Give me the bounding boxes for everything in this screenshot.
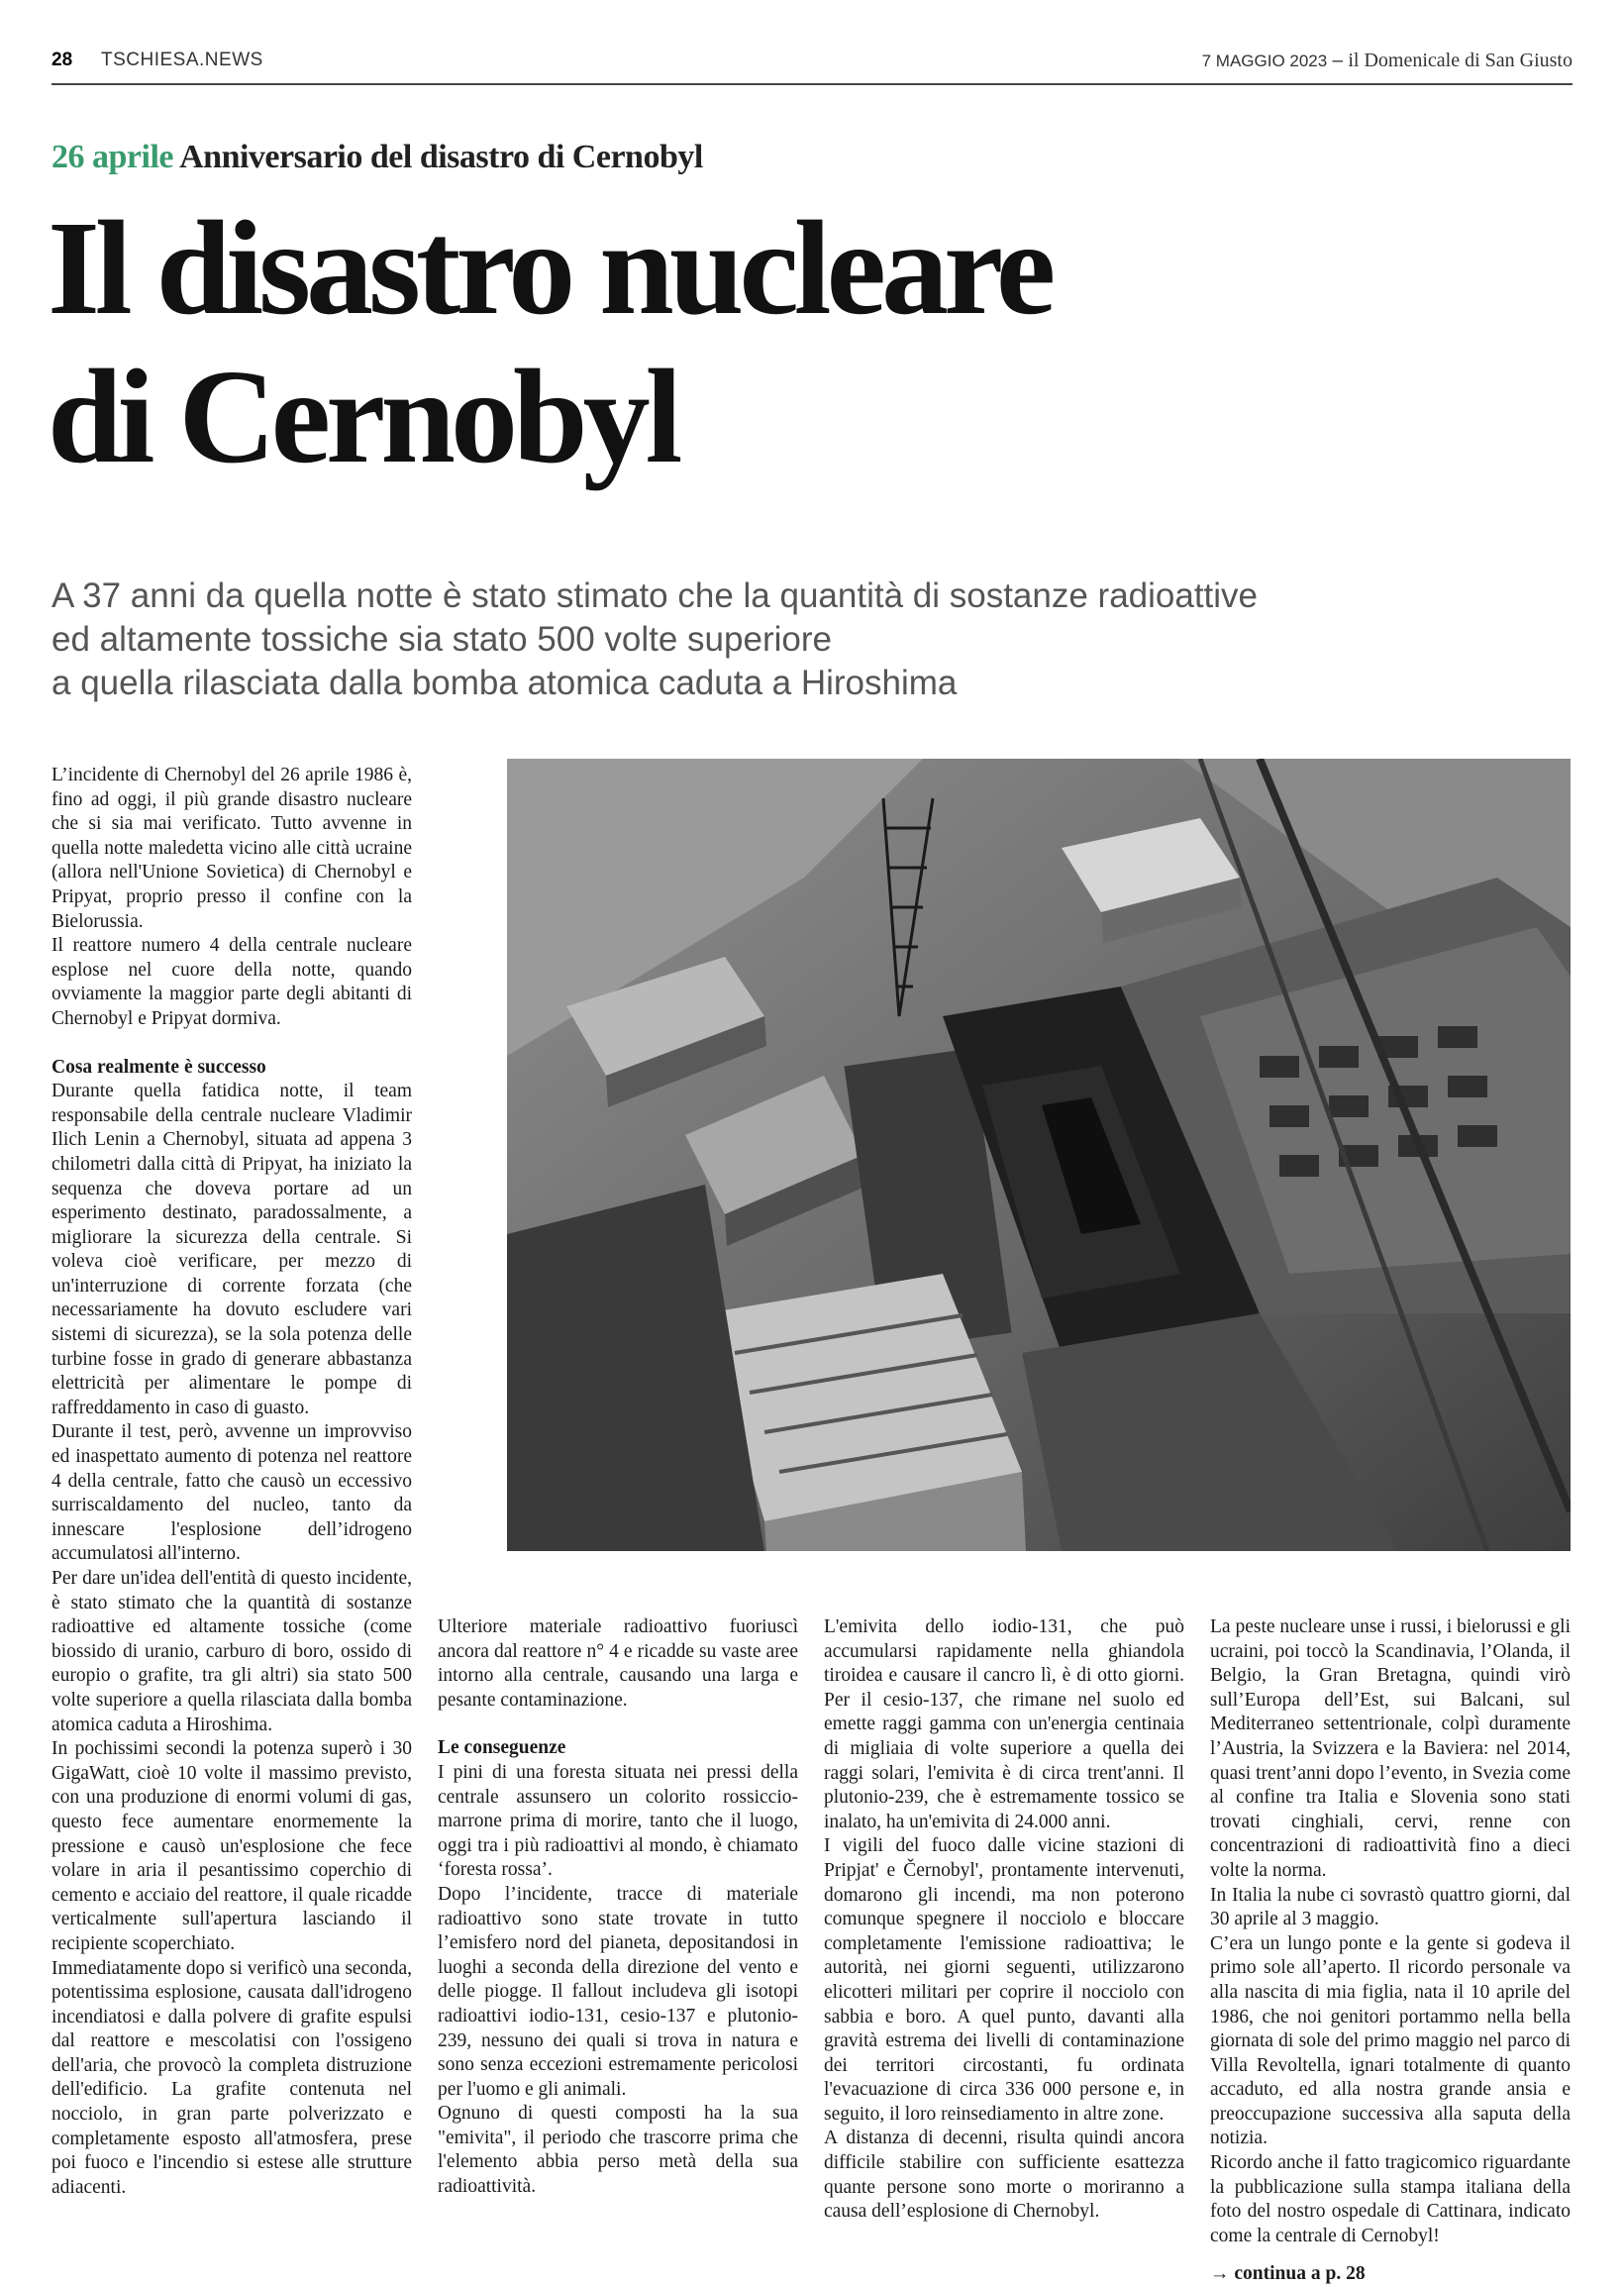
deck-line-1: A 37 anni da quella notte è stato stimato che la quantità di sostanze radioattive [51,576,1259,615]
paragraph: I vigili del fuoco dalle vicine stazioni di Pripjat' e Černobyl', prontamente intervenuti, domarono gli incendi, ma non poterono comunque spegnere il nocciolo e bloccare completamente l'emissione radioattiva; le autorità, nei giorni seguenti, utilizzarono elicotteri militari per coprire il nocciolo con sabbia e boro. A quel punto, davanti alla gravità estrema dei livelli di contaminazione dei territori circostanti, fu ordinata l'evacuazione di circa 336 000 persone e, in seguito, il loro reinsediamento in altre zone. [824,1835,1184,2125]
paragraph: Il reattore numero 4 della centrale nucleare esplose nel cuore della notte, quando ovviamente la maggior parte degli abitanti di Chernobyl e Pripyat dormiva. [51,935,412,1029]
article-column-3 [824,1615,1184,2225]
paragraph: Ricordo anche il fatto tragicomico riguardante la pubblicazione sulla stampa italiana della foto del nostro ospedale di Cattinara, indicato come la centrale di Cernobyl! [1210,2152,1571,2246]
paragraph: In Italia la nube ci sovrastò quattro giorni, dal 30 aprile al 3 maggio. [1210,1884,1571,1930]
paragraph: Durante il test, però, avvenne un improvviso ed inaspettato aumento di potenza nel reattore 4 della centrale, fatto che causò un eccessivo surriscaldamento del nucleo, tanto da innescare l'esplosione dell’idrogeno accumulatosi all'interno. [51,1421,412,1565]
paragraph: Ognuno di questi composti ha la sua "emivita", il periodo che trascorre prima che l'elemento abbia perso metà della sua radioattività. [438,2103,798,2198]
subheading: Le conseguenze [438,1737,566,1759]
header-separator: – [1327,51,1349,71]
kicker-date: 26 aprile [51,139,173,175]
paragraph: In pochissimi secondi la potenza superò i 30 GigaWatt, cioè 10 volte il massimo previsto, con una produzione di enormi volumi di gas, questo fece aumentare enormemente la pressione e causò un'esplosione che fece volare in aria il pesantissimo coperchio di cemento e acciaio del reattore, il quale ricadde verticalmente sull'apertura lasciando il recipiente scoperchiato. [51,1738,412,1954]
headline-line-2: di Cernobyl [48,343,678,491]
article-column-1 [51,764,412,2200]
chernobyl-aerial-photo [507,759,1571,1551]
paragraph: Per dare un'idea dell'entità di questo incidente, è stato stimato che la quantità di sostanze radioattive ed altamente tossiche (come biossido di uranio, carburo di boro, ossido di europio o grafite, tra gli altri) sia stato 500 volte superiore a quella rilasciata dalla bomba atomica caduta a Hiroshima. [51,1568,412,1735]
kicker-topic: Anniversario del disastro di Cernobyl [179,139,703,175]
issue-date: 7 MAGGIO 2023 [1201,52,1328,70]
issue-info [1202,50,1573,72]
headline [48,194,1051,491]
paragraph: Ulteriore materiale radioattivo fuoriuscì ancora dal reattore n° 4 e ricadde su vaste aree intorno alla centrale, causando una larga e pesante contaminazione. [438,1616,798,1711]
paragraph: Immediatamente dopo si verificò una seconda, potentissima esplosione, causata dall'idrogeno incendiatosi e dalla polvere di grafite espulsi dal reattore e mescolatisi con l'ossigeno dell'aria, che provocò la completa distruzione dell'edificio. La grafite contenuta nel nocciolo, in gran parte polverizzato e completamente esposto all'atmosfera, prese poi fuoco e l'incendio si estese alle strutture adiacenti. [51,1957,412,2198]
header-rule [51,83,1573,85]
kicker [51,139,703,176]
paragraph: I pini di una foresta situata nei pressi della centrale assunsero un colorito rossiccio-marrone prima di morire, tanto che il luogo, oggi tra i più radioattivi al mondo, è chiamato ‘foresta rossa’. [438,1761,798,1881]
paragraph: A distanza di decenni, risulta quindi ancora difficile stabilire con sufficiente esattezza quante persone sono morte o moriranno a causa dell’esplosione di Chernobyl. [824,2128,1184,2223]
page-header [51,50,1573,79]
paragraph: La peste nucleare unse i russi, i bielorussi e gli ucraini, poi toccò la Scandinavia, l’Olanda, il Belgio, la Gran Bretagna, quindi virò sull’Europa dell’Est, sui Balcani, sul Mediterraneo settentrionale, colpì duramente l’Austria, la Svizzera e la Baviera: nel 2014, quasi trent’anni dopo l’evento, in Svezia come al confine tra Italia e Slovenia sono stati trovati cinghiali, cervi, renne con concentrazioni di radioattività fino a dieci volte la norma. [1210,1616,1571,1881]
headline-line-1: Il disastro nucleare [48,194,1052,343]
paragraph: Dopo l’incidente, tracce di materiale radioattivo sono state trovate in tutto l’emisfero nord del pianeta, depositandosi in luoghi a seconda della direzione del vento e delle piogge. Il fallout includeva gli isotopi radioattivi iodio-131, cesio-137 e plutonio-239, nessuno dei quali si trova in natura e sono senza eccezioni estremamente pericolosi per l'uomo e gli animali. [438,1883,798,2100]
paragraph: Durante quella fatidica notte, il team responsabile della centrale nucleare Vladimir Ilich Lenin a Chernobyl, situata ad appena 3 chilometri dalla città di Pripyat, ha iniziato la sequenza che doveva portare ad un esperimento destinato, paradossalmente, a migliorare la sicurezza della centrale. Si voleva cioè verificare, per mezzo di un'interruzione di corrente forzata (che necessariamente ha dovuto escludere vari sistemi di sicurezza), se la sola potenza delle turbine fosse in grado di generare abbastanza elettricità per alimentare le pompe di raffreddamento in caso di guasto. [51,1081,412,1418]
page-number: 28 [51,50,73,70]
deck-line-3: a quella rilasciata dalla bomba atomica caduta a Hiroshima [51,664,958,702]
subheading: Cosa realmente è successo [51,1056,266,1078]
site-name: TSCHIESA.NEWS [101,50,263,70]
paragraph: C’era un lungo ponte e la gente si godeva il primo sole all’aperto. Il ricordo personale va alla nascita di mia figlia, nata il 10 aprile del 1986, che noi genitori portammo nella bella giornata di sole del primo maggio nel parco di Villa Revoltella, ignari totalmente di quanto accaduto, ed alla nostra grande ansia e preoccupazione successiva alla saputa della notizia. [1210,1932,1571,2149]
article-column-4 [1210,1615,1571,2287]
deck-line-2: ed altamente tossiche sia stato 500 volte superiore [51,620,832,659]
deck [51,574,1537,705]
paper-name: il Domenicale di San Giusto [1348,50,1573,71]
paragraph: L’incidente di Chernobyl del 26 aprile 1986 è, fino ad oggi, il più grande disastro nucleare che si sia mai verificato. Tutto avvenne in quella notte maledetta vicino alle città ucraine (allora nell'Unione Sovietica) di Chernobyl e Pripyat, proprio presso il confine con la Bielorussia. [51,765,412,932]
continue-link[interactable]: → continua a p. 28 [1210,2263,1366,2285]
paragraph: L'emivita dello iodio-131, che può accumularsi rapidamente nella ghiandola tiroidea e causare il cancro lì, è di otto giorni. Per il cesio-137, che rimane nel suolo ed emette raggi gamma con un'energia centinaia di migliaia di volte superiore a quella dei raggi solari, l'emivita è di circa trent'anni. Il plutonio-239, che è estremamente tossico se inalato, ha un'emivita di 24.000 anni. [824,1616,1184,1832]
article-column-2 [438,1615,798,2200]
